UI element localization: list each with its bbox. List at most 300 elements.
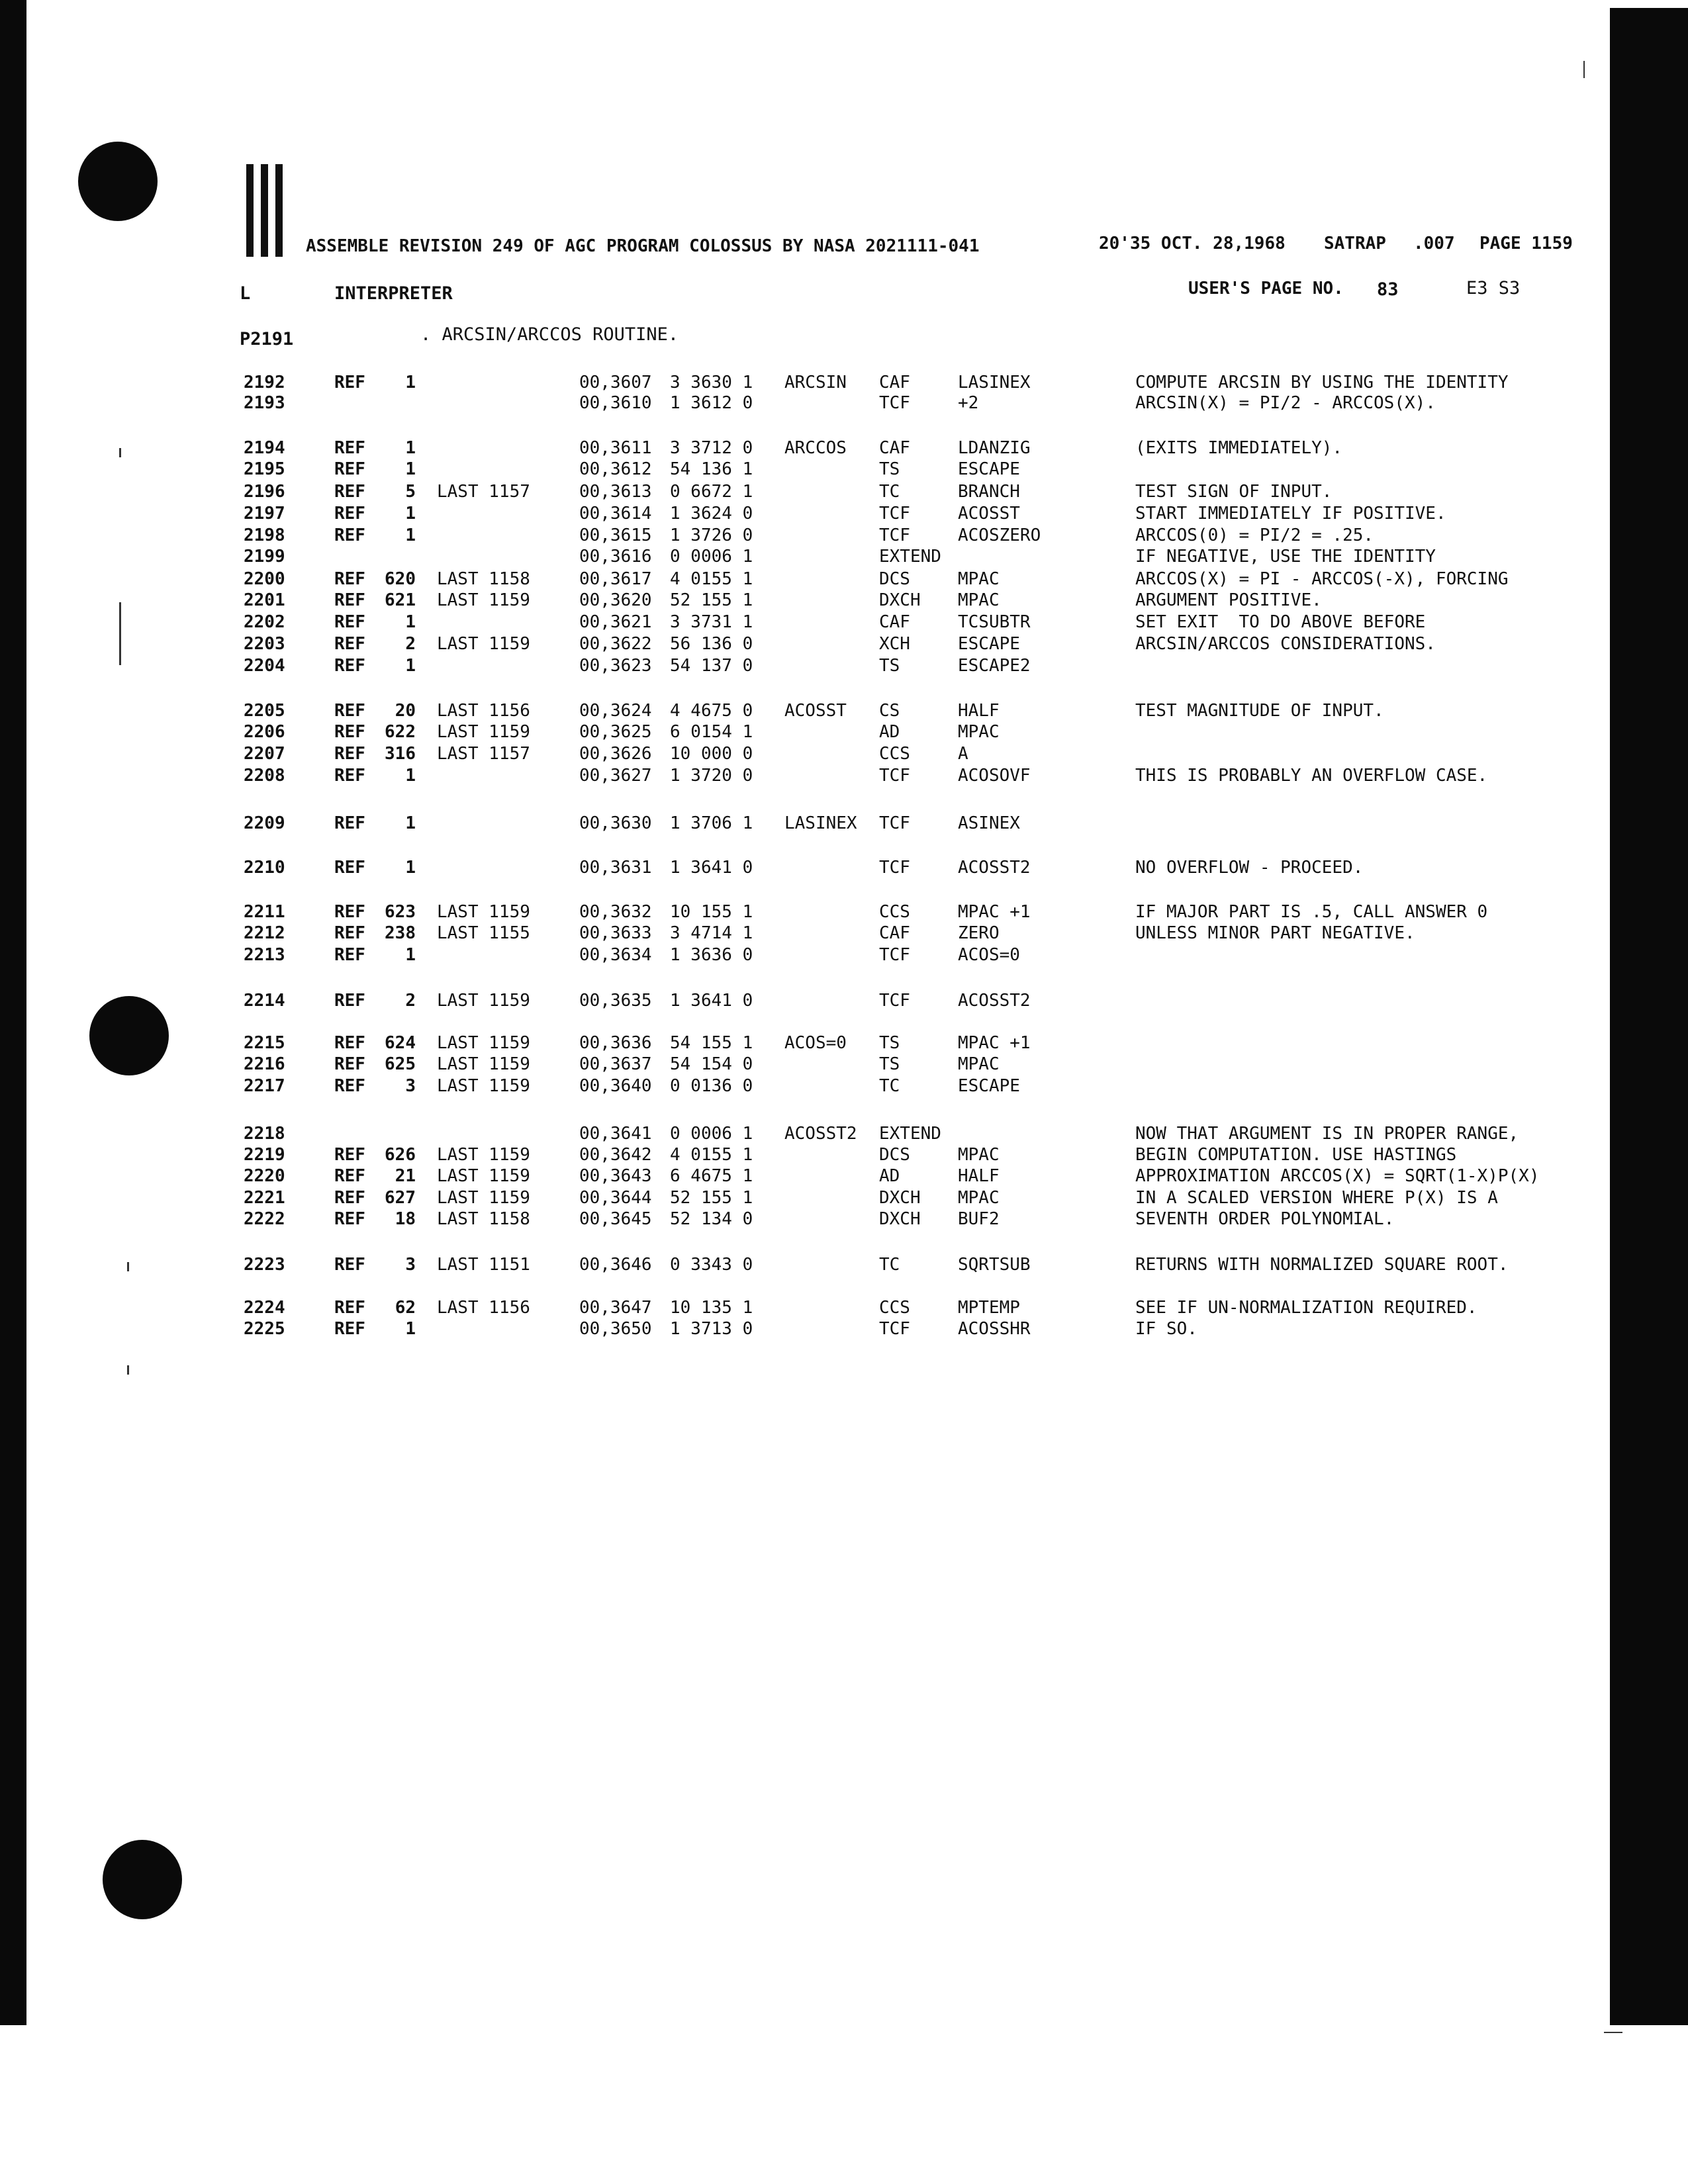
opcode: TCF	[879, 991, 910, 1011]
line-number: 2206	[244, 722, 285, 742]
ref-marker: REF	[334, 656, 365, 676]
comment: SET EXIT TO DO ABOVE BEFORE	[1135, 612, 1426, 632]
opcode: CCS	[879, 744, 910, 764]
ref-marker: REF	[334, 1166, 365, 1186]
operand: HALF	[958, 1166, 1000, 1186]
address: 00,3620	[579, 590, 652, 610]
operand: +2	[958, 393, 979, 413]
scan-left-edge	[0, 0, 26, 2025]
opcode: TS	[879, 459, 900, 479]
line-number: 2207	[244, 744, 285, 764]
ref-marker: REF	[334, 858, 365, 878]
listing-row	[0, 612, 1589, 633]
symbol-label: ARCSIN	[784, 373, 847, 392]
line-number: 2216	[244, 1054, 285, 1074]
address: 00,3633	[579, 923, 652, 943]
ref-count: 1	[405, 504, 416, 523]
opcode: TS	[879, 656, 900, 676]
comment: BEGIN COMPUTATION. USE HASTINGS	[1135, 1145, 1457, 1165]
operand: ACOSST2	[958, 991, 1031, 1011]
listing-row	[0, 481, 1589, 502]
symbol-label: ACOSST2	[784, 1124, 857, 1144]
listing-row	[0, 813, 1589, 834]
operand: ACOSST2	[958, 858, 1031, 878]
octal-code: 4 0155 1	[670, 1145, 753, 1165]
last-ref: LAST 1159	[437, 634, 530, 654]
line-number: 2217	[244, 1076, 285, 1096]
ref-count: 3	[405, 1255, 416, 1275]
comment: TEST SIGN OF INPUT.	[1135, 482, 1333, 502]
listing-row	[0, 1187, 1589, 1208]
line-number: 2214	[244, 991, 285, 1011]
ref-marker: REF	[334, 1054, 365, 1074]
margin-tick	[119, 448, 121, 457]
ref-marker: REF	[334, 525, 365, 545]
last-ref: LAST 1159	[437, 590, 530, 610]
listing-row	[0, 590, 1589, 611]
opcode: CCS	[879, 902, 910, 922]
printer-mark	[246, 164, 293, 257]
operand: ESCAPE	[958, 634, 1020, 654]
ref-count: 626	[385, 1145, 416, 1165]
operand: MPAC +1	[958, 902, 1031, 922]
octal-code: 0 0006 1	[670, 547, 753, 567]
ref-count: 18	[395, 1209, 416, 1229]
ref-marker: REF	[334, 569, 365, 589]
header-marker: L	[240, 283, 251, 304]
last-ref: LAST 1155	[437, 923, 530, 943]
octal-code: 52 155 1	[670, 590, 753, 610]
octal-code: 1 3713 0	[670, 1319, 753, 1339]
ref-marker: REF	[334, 923, 365, 943]
operand: ACOSSHR	[958, 1319, 1031, 1339]
ref-count: 627	[385, 1188, 416, 1208]
ref-marker: REF	[334, 902, 365, 922]
octal-code: 1 3720 0	[670, 766, 753, 786]
line-number: 2198	[244, 525, 285, 545]
line-number: 2213	[244, 945, 285, 965]
ref-count: 622	[385, 722, 416, 742]
listing-row	[0, 901, 1589, 923]
comment: NOW THAT ARGUMENT IS IN PROPER RANGE,	[1135, 1124, 1519, 1144]
operand: BUF2	[958, 1209, 1000, 1229]
address: 00,3632	[579, 902, 652, 922]
comment: ARCSIN/ARCCOS CONSIDERATIONS.	[1135, 634, 1436, 654]
ref-count: 20	[395, 701, 416, 721]
ref-count: 1	[405, 766, 416, 786]
octal-code: 0 6672 1	[670, 482, 753, 502]
ref-count: 1	[405, 459, 416, 479]
ref-marker: REF	[334, 590, 365, 610]
operand: MPAC	[958, 590, 1000, 610]
opcode: EXTEND	[879, 1124, 941, 1144]
ref-marker: REF	[334, 1255, 365, 1275]
opcode: CAF	[879, 438, 910, 458]
last-ref: LAST 1156	[437, 1298, 530, 1318]
ref-marker: REF	[334, 1033, 365, 1053]
ref-marker: REF	[334, 1298, 365, 1318]
octal-code: 1 3636 0	[670, 945, 753, 965]
address: 00,3614	[579, 504, 652, 523]
line-number: 2211	[244, 902, 285, 922]
octal-code: 1 3641 0	[670, 991, 753, 1011]
octal-code: 4 4675 0	[670, 701, 753, 721]
ref-marker: REF	[334, 482, 365, 502]
listing-row	[0, 633, 1589, 655]
ref-count: 1	[405, 612, 416, 632]
line-number: 2202	[244, 612, 285, 632]
line-number: 2218	[244, 1124, 285, 1144]
address: 00,3617	[579, 569, 652, 589]
listing-row	[0, 1054, 1589, 1075]
address: 00,3616	[579, 547, 652, 567]
address: 00,3650	[579, 1319, 652, 1339]
comment: IF MAJOR PART IS .5, CALL ANSWER 0	[1135, 902, 1488, 922]
listing-row	[0, 743, 1589, 764]
ref-marker: REF	[334, 766, 365, 786]
listing-row	[0, 437, 1589, 459]
comment: START IMMEDIATELY IF POSITIVE.	[1135, 504, 1446, 523]
routine-title: . ARCSIN/ARCCOS ROUTINE.	[420, 324, 679, 345]
listing-row	[0, 1123, 1589, 1144]
comment: NO OVERFLOW - PROCEED.	[1135, 858, 1364, 878]
opcode: CAF	[879, 612, 910, 632]
comment: IN A SCALED VERSION WHERE P(X) IS A	[1135, 1188, 1498, 1208]
operand: BRANCH	[958, 482, 1020, 502]
listing-row	[0, 459, 1589, 480]
octal-code: 1 3624 0	[670, 504, 753, 523]
line-number: 2209	[244, 813, 285, 833]
operand: MPAC	[958, 1054, 1000, 1074]
header-datetime: 20'35 OCT. 28,1968	[1099, 234, 1286, 253]
ref-count: 2	[405, 991, 416, 1011]
comment: TEST MAGNITUDE OF INPUT.	[1135, 701, 1384, 721]
ref-count: 238	[385, 923, 416, 943]
operand: MPAC	[958, 1188, 1000, 1208]
ref-count: 1	[405, 525, 416, 545]
octal-code: 54 137 0	[670, 656, 753, 676]
symbol-label: LASINEX	[784, 813, 857, 833]
opcode: TCF	[879, 504, 910, 523]
ref-count: 620	[385, 569, 416, 589]
opcode: CS	[879, 701, 900, 721]
listing-row	[0, 1144, 1589, 1165]
listing-row	[0, 546, 1589, 567]
address: 00,3627	[579, 766, 652, 786]
address: 00,3635	[579, 991, 652, 1011]
header-section: INTERPRETER	[334, 283, 453, 304]
opcode: DCS	[879, 569, 910, 589]
address: 00,3647	[579, 1298, 652, 1318]
opcode: XCH	[879, 634, 910, 654]
margin-tick	[1583, 61, 1585, 78]
ref-count: 624	[385, 1033, 416, 1053]
margin-tick	[127, 1365, 129, 1375]
ref-marker: REF	[334, 373, 365, 392]
listing-row	[0, 1318, 1589, 1340]
address: 00,3637	[579, 1054, 652, 1074]
last-ref: LAST 1151	[437, 1255, 530, 1275]
opcode: TCF	[879, 393, 910, 413]
operand: ASINEX	[958, 813, 1020, 833]
address: 00,3634	[579, 945, 652, 965]
line-number: 2212	[244, 923, 285, 943]
last-ref: LAST 1159	[437, 722, 530, 742]
operand: LDANZIG	[958, 438, 1031, 458]
comment: SEE IF UN-NORMALIZATION REQUIRED.	[1135, 1298, 1477, 1318]
ref-marker: REF	[334, 1319, 365, 1339]
listing-row	[0, 569, 1589, 590]
ref-count: 3	[405, 1076, 416, 1096]
ref-marker: REF	[334, 701, 365, 721]
comment: APPROXIMATION ARCCOS(X) = SQRT(1-X)P(X)	[1135, 1166, 1540, 1186]
line-number: 2219	[244, 1145, 285, 1165]
operand: ACOS=0	[958, 945, 1020, 965]
address: 00,3610	[579, 393, 652, 413]
opcode: DXCH	[879, 590, 921, 610]
last-ref: LAST 1156	[437, 701, 530, 721]
address: 00,3611	[579, 438, 652, 458]
last-ref: LAST 1159	[437, 902, 530, 922]
address: 00,3623	[579, 656, 652, 676]
octal-code: 54 136 1	[670, 459, 753, 479]
operand: MPAC	[958, 722, 1000, 742]
listing-row	[0, 655, 1589, 676]
octal-code: 52 134 0	[670, 1209, 753, 1229]
line-number: 2223	[244, 1255, 285, 1275]
octal-code: 54 154 0	[670, 1054, 753, 1074]
opcode: DXCH	[879, 1188, 921, 1208]
opcode: TC	[879, 1255, 900, 1275]
listing-row	[0, 525, 1589, 546]
opcode: TCF	[879, 1319, 910, 1339]
header-satrap: SATRAP	[1324, 234, 1386, 253]
comment: ARCCOS(X) = PI - ARCCOS(-X), FORCING	[1135, 569, 1509, 589]
line-number: 2210	[244, 858, 285, 878]
comment: ARGUMENT POSITIVE.	[1135, 590, 1322, 610]
ref-marker: REF	[334, 744, 365, 764]
opcode: TCF	[879, 945, 910, 965]
address: 00,3624	[579, 701, 652, 721]
ref-count: 1	[405, 438, 416, 458]
octal-code: 10 000 0	[670, 744, 753, 764]
comment: THIS IS PROBABLY AN OVERFLOW CASE.	[1135, 766, 1488, 786]
address: 00,3644	[579, 1188, 652, 1208]
opcode: TS	[879, 1033, 900, 1053]
line-number: 2204	[244, 656, 285, 676]
address: 00,3615	[579, 525, 652, 545]
address: 00,3612	[579, 459, 652, 479]
ref-marker: REF	[334, 991, 365, 1011]
line-number: 2203	[244, 634, 285, 654]
ref-marker: REF	[334, 1188, 365, 1208]
last-ref: LAST 1158	[437, 569, 530, 589]
ref-marker: REF	[334, 813, 365, 833]
opcode: TC	[879, 1076, 900, 1096]
octal-code: 3 4714 1	[670, 923, 753, 943]
ref-count: 1	[405, 813, 416, 833]
octal-code: 10 135 1	[670, 1298, 753, 1318]
ref-marker: REF	[334, 459, 365, 479]
address: 00,3631	[579, 858, 652, 878]
ref-count: 2	[405, 634, 416, 654]
opcode: CAF	[879, 373, 910, 392]
octal-code: 54 155 1	[670, 1033, 753, 1053]
octal-code: 3 3630 1	[670, 373, 753, 392]
ref-marker: REF	[334, 1209, 365, 1229]
operand: A	[958, 744, 968, 764]
listing-row	[0, 1032, 1589, 1054]
opcode: AD	[879, 722, 900, 742]
comment: IF NEGATIVE, USE THE IDENTITY	[1135, 547, 1436, 567]
line-number: 2194	[244, 438, 285, 458]
opcode: TS	[879, 1054, 900, 1074]
line-number: 2224	[244, 1298, 285, 1318]
listing-row	[0, 372, 1589, 393]
line-number: 2201	[244, 590, 285, 610]
comment: ARCSIN(X) = PI/2 - ARCCOS(X).	[1135, 393, 1436, 413]
line-number: 2208	[244, 766, 285, 786]
listing-row	[0, 765, 1589, 786]
operand: ESCAPE	[958, 1076, 1020, 1096]
address: 00,3640	[579, 1076, 652, 1096]
punch-hole-bottom	[103, 1840, 182, 1919]
last-ref: LAST 1159	[437, 991, 530, 1011]
line-number: 2195	[244, 459, 285, 479]
opcode: DXCH	[879, 1209, 921, 1229]
ref-marker: REF	[334, 634, 365, 654]
listing-row	[0, 1075, 1589, 1097]
listing-row	[0, 503, 1589, 524]
last-ref: LAST 1159	[437, 1033, 530, 1053]
address: 00,3621	[579, 612, 652, 632]
opcode: TCF	[879, 858, 910, 878]
listing-row	[0, 1254, 1589, 1275]
operand: MPTEMP	[958, 1298, 1020, 1318]
comment: UNLESS MINOR PART NEGATIVE.	[1135, 923, 1415, 943]
symbol-label: ACOS=0	[784, 1033, 847, 1053]
address: 00,3645	[579, 1209, 652, 1229]
octal-code: 56 136 0	[670, 634, 753, 654]
last-ref: LAST 1157	[437, 744, 530, 764]
octal-code: 1 3706 1	[670, 813, 753, 833]
address: 00,3630	[579, 813, 652, 833]
listing-row	[0, 990, 1589, 1011]
last-ref: LAST 1159	[437, 1166, 530, 1186]
address: 00,3625	[579, 722, 652, 742]
punch-hole-top	[78, 142, 158, 221]
header-users-page: USER'S PAGE NO.	[1188, 279, 1344, 298]
ref-count: 21	[395, 1166, 416, 1186]
comment: SEVENTH ORDER POLYNOMIAL.	[1135, 1209, 1395, 1229]
ref-marker: REF	[334, 722, 365, 742]
line-number: 2200	[244, 569, 285, 589]
header-e3s3: E3 S3	[1466, 278, 1521, 298]
ref-count: 1	[405, 858, 416, 878]
line-number: 2193	[244, 393, 285, 413]
octal-code: 3 3731 1	[670, 612, 753, 632]
operand: ACOSOVF	[958, 766, 1031, 786]
line-number: 2196	[244, 482, 285, 502]
comment: (EXITS IMMEDIATELY).	[1135, 438, 1343, 458]
operand: LASINEX	[958, 373, 1031, 392]
last-ref: LAST 1159	[437, 1188, 530, 1208]
address: 00,3607	[579, 373, 652, 392]
address: 00,3613	[579, 482, 652, 502]
opcode: TCF	[879, 813, 910, 833]
last-ref: LAST 1158	[437, 1209, 530, 1229]
opcode: TCF	[879, 766, 910, 786]
address: 00,3636	[579, 1033, 652, 1053]
listing-row	[0, 1297, 1589, 1318]
octal-code: 0 0006 1	[670, 1124, 753, 1144]
opcode: TCF	[879, 525, 910, 545]
margin-tick	[119, 602, 121, 665]
last-ref: LAST 1157	[437, 482, 530, 502]
comment: COMPUTE ARCSIN BY USING THE IDENTITY	[1135, 373, 1509, 392]
listing-row	[0, 923, 1589, 944]
operand: TCSUBTR	[958, 612, 1031, 632]
octal-code: 3 3712 0	[670, 438, 753, 458]
octal-code: 6 4675 1	[670, 1166, 753, 1186]
comment: RETURNS WITH NORMALIZED SQUARE ROOT.	[1135, 1255, 1509, 1275]
ref-count: 1	[405, 373, 416, 392]
ref-marker: REF	[334, 438, 365, 458]
opcode: DCS	[879, 1145, 910, 1165]
octal-code: 10 155 1	[670, 902, 753, 922]
listing-row	[0, 857, 1589, 878]
line-number: 2221	[244, 1188, 285, 1208]
ref-count: 1	[405, 1319, 416, 1339]
margin-tick	[127, 1262, 129, 1271]
octal-code: 1 3726 0	[670, 525, 753, 545]
octal-code: 0 0136 0	[670, 1076, 753, 1096]
symbol-label: ACOSST	[784, 701, 847, 721]
operand: ESCAPE2	[958, 656, 1031, 676]
last-ref: LAST 1159	[437, 1076, 530, 1096]
address: 00,3641	[579, 1124, 652, 1144]
operand: MPAC +1	[958, 1033, 1031, 1053]
symbol-label: ARCCOS	[784, 438, 847, 458]
scan-right-edge	[1610, 8, 1688, 2025]
listing-row	[0, 700, 1589, 721]
operand: SQRTSUB	[958, 1255, 1031, 1275]
ref-marker: REF	[334, 1145, 365, 1165]
opcode: TC	[879, 482, 900, 502]
octal-code: 4 0155 1	[670, 569, 753, 589]
line-number: 2197	[244, 504, 285, 523]
ref-count: 62	[395, 1298, 416, 1318]
line-number: 2199	[244, 547, 285, 567]
operand: ESCAPE	[958, 459, 1020, 479]
last-ref: LAST 1159	[437, 1145, 530, 1165]
operand: MPAC	[958, 569, 1000, 589]
header-title-line: ASSEMBLE REVISION 249 OF AGC PROGRAM COLOSSUS BY NASA 2021111-041	[306, 236, 980, 256]
address: 00,3622	[579, 634, 652, 654]
line-number: 2220	[244, 1166, 285, 1186]
address: 00,3642	[579, 1145, 652, 1165]
operand: MPAC	[958, 1145, 1000, 1165]
ref-marker: REF	[334, 612, 365, 632]
address: 00,3643	[579, 1166, 652, 1186]
address: 00,3646	[579, 1255, 652, 1275]
operand: HALF	[958, 701, 1000, 721]
opcode: AD	[879, 1166, 900, 1186]
octal-code: 0 3343 0	[670, 1255, 753, 1275]
ref-marker: REF	[334, 1076, 365, 1096]
ref-marker: REF	[334, 504, 365, 523]
listing-row	[0, 392, 1589, 414]
